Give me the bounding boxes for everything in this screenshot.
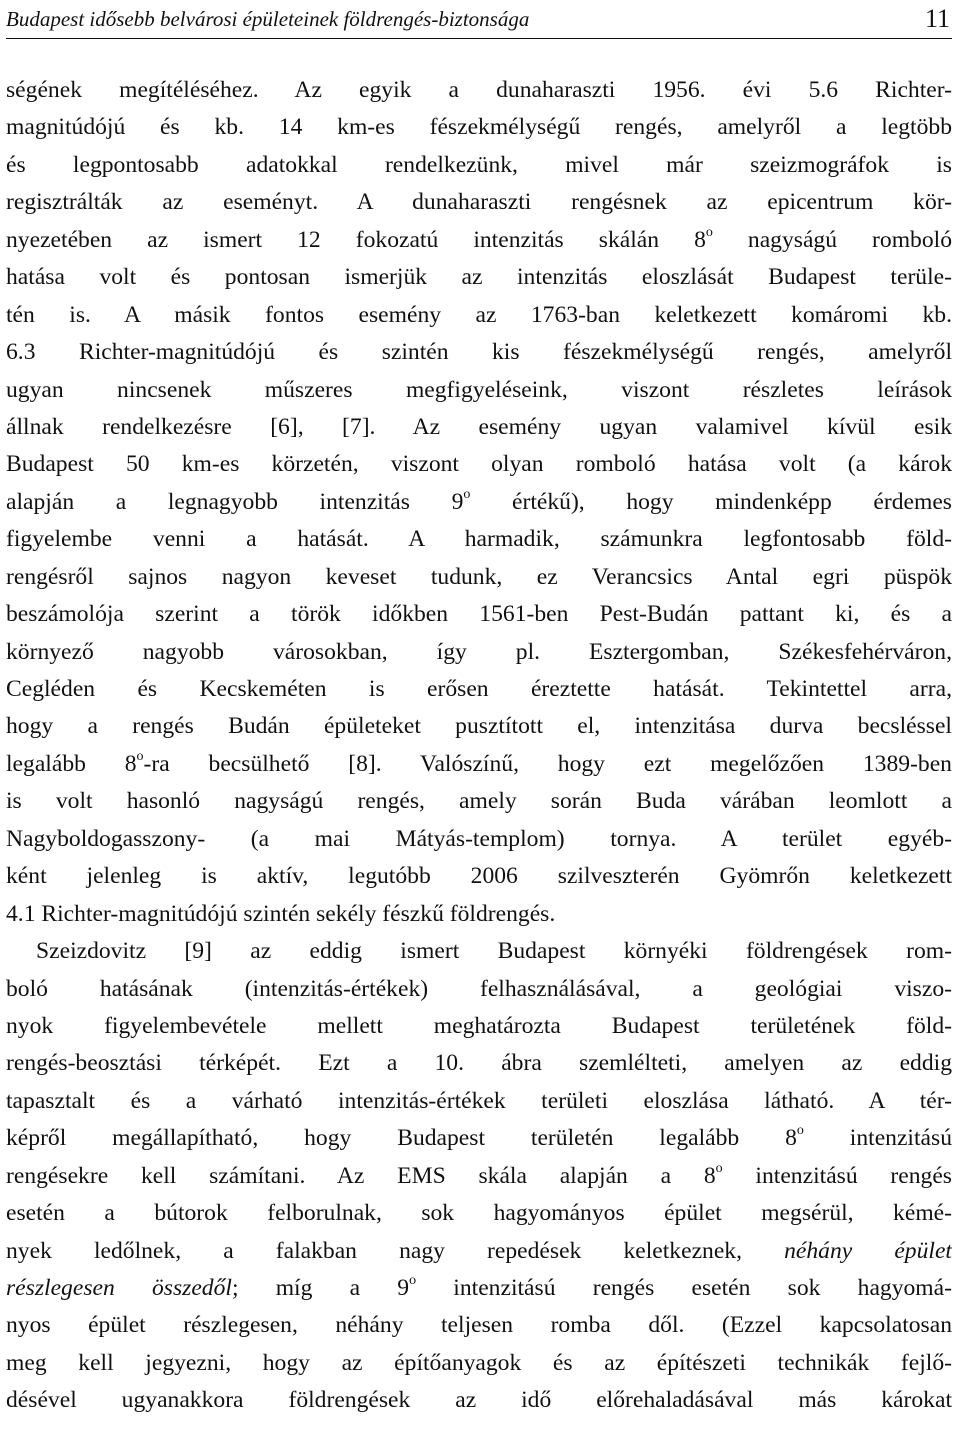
degree-superscript: o xyxy=(715,1160,723,1176)
text-line: hogy a rengés Budán épületeket pusztított el, intenzitása durva becsléssel xyxy=(6,713,952,740)
page-number: 11 xyxy=(924,4,950,33)
paragraph-end-line: 4.1 Richter-magnitúdójú szintén sekély fészkű földrengés. xyxy=(6,900,556,927)
text-line: is volt hasonló nagyságú rengés, amely során Buda várában leomlott a xyxy=(6,788,952,815)
degree-superscript: o xyxy=(409,1273,417,1289)
text-segment: intenzitású rengés esetén sok hagyomá- xyxy=(416,1275,952,1301)
text-line: Nagyboldogasszony- (a mai Mátyás-templom) tornya. A terület egyéb- xyxy=(6,825,952,852)
text-line: meg kell jegyezni, hogy az építőanyagok és az építészeti technikák fejlő- xyxy=(6,1349,952,1376)
text-line: 6.3 Richter-magnitúdójú és szintén kis fészekmélységű rengés, amelyről xyxy=(6,339,952,366)
running-header xyxy=(6,4,952,39)
text-segment: képről megállapítható, hogy Budapest területén legalább 8 xyxy=(6,1125,797,1152)
text-segment: intenzitású rengés xyxy=(722,1162,952,1189)
degree-superscript: o xyxy=(136,749,144,765)
text-line: ségének megítéléséhez. Az egyik a dunaharaszti 1956. évi 5.6 Richter- xyxy=(6,77,952,103)
text-segment: intenzitású xyxy=(803,1125,952,1152)
paragraph-start-line: Szeizdovitz [9] az eddig ismert Budapest környéki földrengések rom- xyxy=(36,938,952,965)
text-segment: nagyságú romboló xyxy=(712,226,952,253)
text-line: regisztrálták az eseményt. A dunaharaszti rengésnek az epicentrum kör- xyxy=(6,189,952,216)
text-line: rengésről sajnos nagyon keveset tudunk, ez Verancsics Antal egri püspök xyxy=(6,563,952,590)
text-line xyxy=(6,1120,952,1157)
text-segment: legalább 8 xyxy=(6,750,137,777)
text-line: Budapest 50 km-es körzetén, viszont olyan romboló hatása volt (a károk xyxy=(6,451,952,478)
text-line: tapasztalt és a várható intenzitás-értékek területi eloszlása látható. A tér- xyxy=(6,1087,952,1114)
text-line: hatása volt és pontosan ismerjük az intenzitás eloszlását Budapest terüle- xyxy=(6,264,952,291)
text-line: désével ugyanakkora földrengések az idő előrehaladásával más károkat xyxy=(6,1387,952,1414)
text-line: magnitúdójú és kb. 14 km-es fészekmélységű rengés, amelyről a legtöbb xyxy=(6,114,952,141)
text-segment: -ra becsülhető [8]. Valószínű, hogy ezt megelőzően 1389-ben xyxy=(143,750,952,777)
text-line xyxy=(6,1270,952,1307)
degree-superscript: o xyxy=(796,1123,804,1139)
degree-superscript: o xyxy=(463,486,471,502)
text-line xyxy=(6,484,952,521)
text-line: ként jelenleg is aktív, legutóbb 2006 szilveszterén Gyömrőn keletkezett xyxy=(6,863,952,890)
text-line: környező nagyobb városokban, így pl. Esztergomban, Székesfehérváron, xyxy=(6,638,952,665)
text-segment: nyezetében az ismert 12 fokozatú intenzitás skálán 8 xyxy=(6,226,706,253)
text-line xyxy=(6,746,952,783)
italic-emphasis: részlegesen összedől xyxy=(6,1275,232,1301)
text-segment: rengésekre kell számítani. Az EMS skála alapján a 8 xyxy=(6,1162,716,1189)
text-line xyxy=(6,222,952,259)
text-line: és legpontosabb adatokkal rendelkezünk, mivel már szeizmográfok is xyxy=(6,151,952,178)
text-line: boló hatásának (intenzitás-értékek) felhasználásával, a geológiai viszo- xyxy=(6,975,952,1002)
text-line: esetén a bútorok felborulnak, sok hagyományos épület megsérül, kémé- xyxy=(6,1200,952,1227)
text-line xyxy=(6,1233,952,1270)
text-line: Cegléden és Kecskeméten is erősen éreztette hatását. Tekintettel arra, xyxy=(6,676,952,702)
italic-emphasis: néhány épület xyxy=(784,1237,952,1264)
text-segment: ; míg a 9 xyxy=(231,1275,410,1301)
text-line: nyos épület részlegesen, néhány teljesen romba dől. (Ezzel kapcsolatosan xyxy=(6,1312,952,1339)
body-text xyxy=(6,72,952,1420)
degree-superscript: o xyxy=(705,224,713,240)
text-line: figyelembe venni a hatását. A harmadik, számunkra legfontosabb föld- xyxy=(6,526,952,553)
text-segment: alapján a legnagyobb intenzitás 9 xyxy=(6,488,464,515)
running-title: Budapest idősebb belvárosi épületeinek földrengés-biztonsága xyxy=(6,7,530,31)
text-line: ugyan nincsenek műszeres megfigyeléseink, viszont részletes leírások xyxy=(6,376,952,403)
text-segment: értékű), hogy mindenképp érdemes xyxy=(470,488,952,515)
text-line: nyok figyelembevétele mellett meghatározta Budapest területének föld- xyxy=(6,1012,952,1039)
text-line: beszámolója szerint a török időkben 1561-ben Pest-Budán pattant ki, és a xyxy=(6,601,952,628)
text-line: rengés-beosztási térképét. Ezt a 10. ábra szemlélteti, amelyen az eddig xyxy=(6,1050,952,1077)
text-line: tén is. A másik fontos esemény az 1763-ban keletkezett komáromi kb. xyxy=(6,301,952,328)
text-line xyxy=(6,1158,952,1195)
text-line: állnak rendelkezésre [6], [7]. Az esemény ugyan valamivel kívül esik xyxy=(6,413,952,440)
text-segment: nyek ledőlnek, a falakban nagy repedések keletkeznek, xyxy=(6,1237,785,1264)
